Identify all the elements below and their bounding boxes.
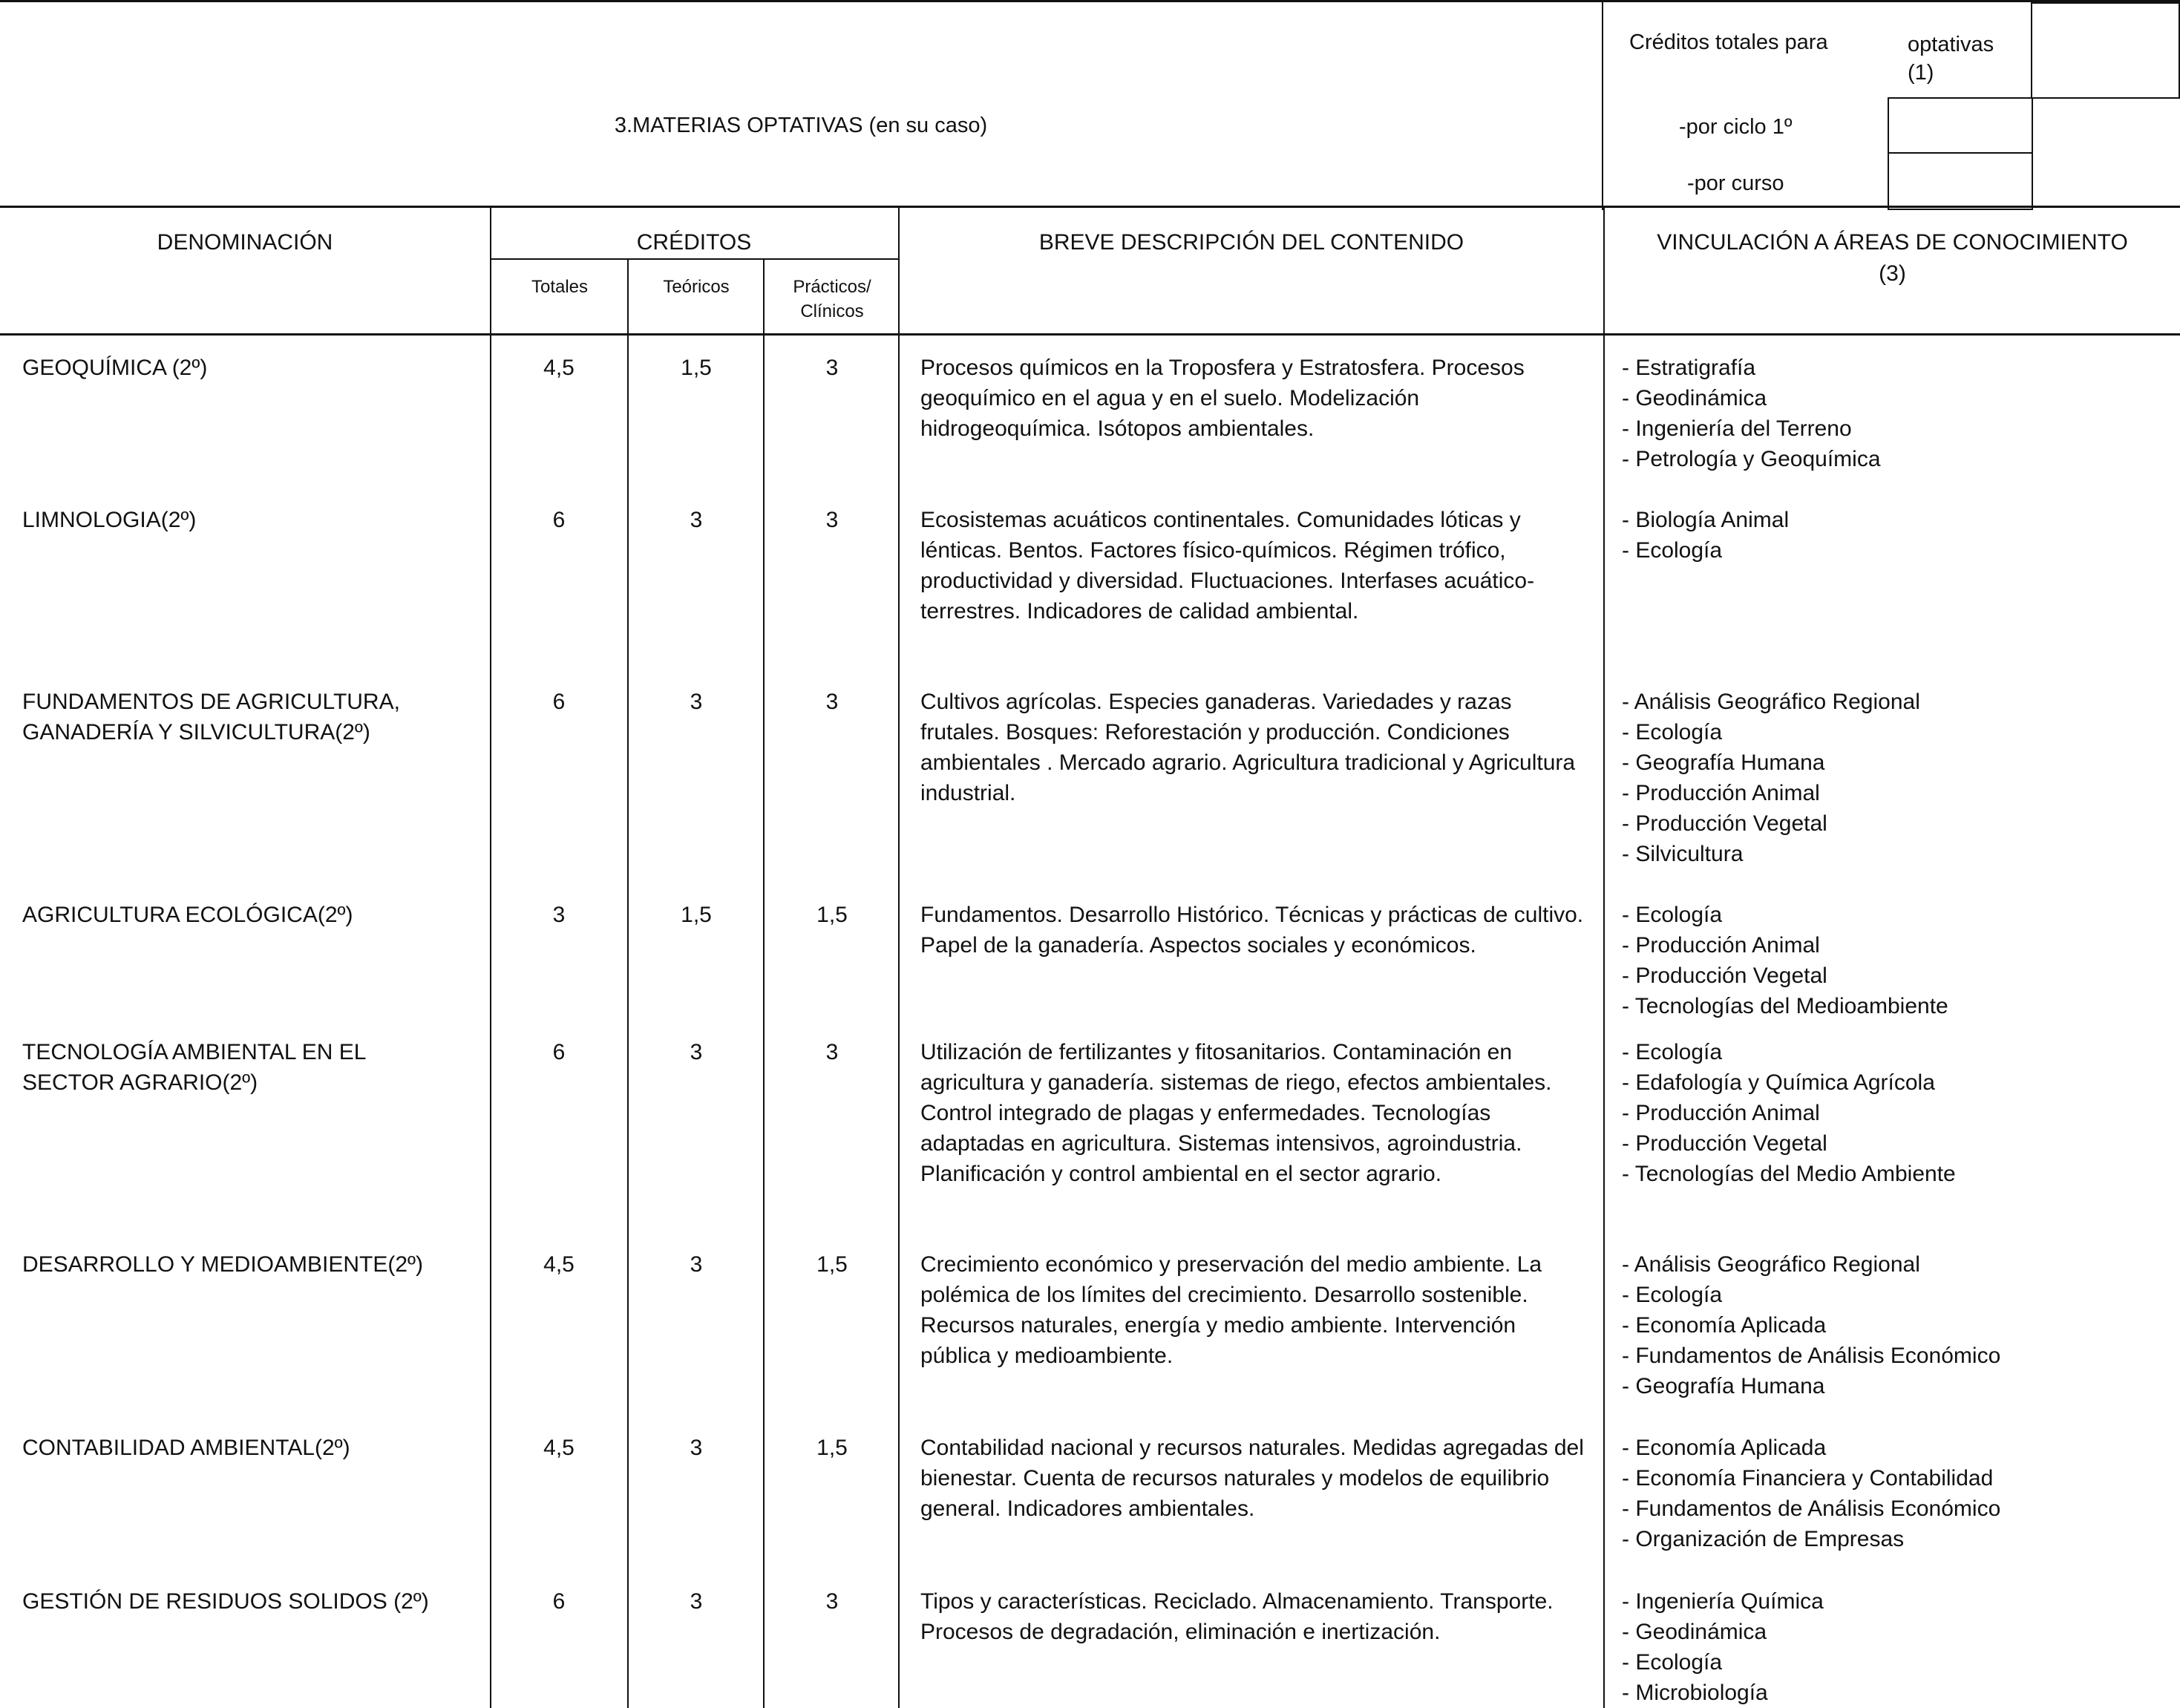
row-areas bbox=[1622, 1249, 2171, 1401]
optativas-box bbox=[2031, 2, 2180, 99]
row-totales: 4,5 bbox=[543, 1436, 575, 1460]
col-line-1 bbox=[490, 208, 491, 1708]
area-item: - Producción Vegetal bbox=[1622, 1131, 1827, 1156]
area-item: - Ecología bbox=[1622, 1283, 1723, 1307]
row-teoricos: 1,5 bbox=[681, 356, 712, 380]
row-name-line: GESTIÓN DE RESIDUOS SOLIDOS (2º) bbox=[22, 1589, 429, 1614]
area-item: - Geodinámica bbox=[1622, 1620, 1767, 1644]
row-description: Ecosistemas acuáticos continentales. Comunidades lóticas y lénticas. Bentos. Factores físico-químicos. Régimen trófico, productividad y diversidad. Fluctuaciones. Interfases acuático-terrestres. Indicadores de calidad ambiental. bbox=[920, 508, 1535, 624]
row-description: Contabilidad nacional y recursos naturales. Medidas agregadas del bienestar. Cuenta de recursos naturales y modelos de equilibrio general. Indicadores ambientales. bbox=[920, 1436, 1584, 1521]
row-teoricos: 3 bbox=[690, 508, 703, 532]
area-item: - Petrología y Geoquímica bbox=[1622, 447, 1881, 471]
area-item: - Ecología bbox=[1622, 903, 1723, 927]
row-practicos: 1,5 bbox=[816, 903, 848, 927]
col-practicos-2: Clínicos bbox=[800, 301, 864, 321]
row-name-line: DESARROLLO Y MEDIOAMBIENTE(2º) bbox=[22, 1252, 423, 1277]
area-item: - Geografía Humana bbox=[1622, 1374, 1825, 1398]
row-name-line: TECNOLOGÍA AMBIENTAL EN EL bbox=[22, 1040, 367, 1064]
area-item: - Producción Animal bbox=[1622, 933, 1820, 958]
row-practicos: 3 bbox=[825, 1040, 839, 1064]
area-item: - Economía Aplicada bbox=[1622, 1313, 1827, 1338]
table-header bbox=[0, 208, 2180, 336]
row-teoricos: 1,5 bbox=[681, 903, 712, 927]
row-description: Tipos y características. Reciclado. Almacenamiento. Transporte. Procesos de degradación, eliminación e inertización. bbox=[920, 1589, 1554, 1644]
area-item: - Producción Animal bbox=[1622, 1101, 1820, 1125]
optativas-text: optativas bbox=[1908, 33, 1994, 56]
optativas-label bbox=[1908, 30, 1994, 87]
ciclo-box bbox=[1888, 97, 2033, 154]
row-areas bbox=[1622, 505, 2171, 566]
area-item: - Fundamentos de Análisis Económico bbox=[1622, 1496, 2001, 1521]
por-ciclo-label: -por ciclo 1º bbox=[1679, 115, 1793, 139]
area-item: - Producción Vegetal bbox=[1622, 811, 1827, 836]
area-item: - Biología Animal bbox=[1622, 508, 1790, 532]
area-item: - Organización de Empresas bbox=[1622, 1527, 1905, 1551]
row-totales: 4,5 bbox=[543, 1252, 575, 1277]
area-item: - Estratigrafía bbox=[1622, 356, 1756, 380]
col-line-4 bbox=[898, 208, 900, 1708]
row-practicos: 1,5 bbox=[816, 1252, 848, 1277]
area-item: - Ecología bbox=[1622, 1040, 1723, 1064]
row-totales: 6 bbox=[552, 1040, 566, 1064]
row-description: Procesos químicos en la Troposfera y Estratosfera. Procesos geoquímico en el agua y en el suelo. Modelización hidrogeoquímica. Isótopos ambientales. bbox=[920, 356, 1525, 441]
col-vinculacion: VINCULACIÓN A ÁREAS DE CONOCIMIENTO bbox=[1657, 230, 2128, 255]
row-areas bbox=[1622, 1433, 2171, 1554]
area-item: - Economía Financiera y Contabilidad bbox=[1622, 1466, 1994, 1491]
row-name-line: AGRICULTURA ECOLÓGICA(2º) bbox=[22, 903, 353, 927]
area-item: - Silvicultura bbox=[1622, 842, 1744, 866]
row-teoricos: 3 bbox=[690, 1589, 703, 1614]
row-totales: 6 bbox=[552, 690, 566, 714]
area-item: - Tecnologías del Medio Ambiente bbox=[1622, 1162, 1956, 1186]
row-areas bbox=[1622, 900, 2171, 1021]
area-item: - Ecología bbox=[1622, 1650, 1723, 1675]
area-item: - Geodinámica bbox=[1622, 386, 1767, 410]
row-name bbox=[22, 353, 482, 383]
area-item: - Producción Vegetal bbox=[1622, 963, 1827, 988]
row-name-line: GANADERÍA Y SILVICULTURA(2º) bbox=[22, 720, 370, 745]
row-name bbox=[22, 1249, 482, 1280]
row-teoricos: 3 bbox=[690, 690, 703, 714]
row-areas bbox=[1622, 687, 2171, 869]
row-name-line: SECTOR AGRARIO(2º) bbox=[22, 1070, 258, 1095]
area-item: - Geografía Humana bbox=[1622, 750, 1825, 775]
area-item: - Ingeniería Química bbox=[1622, 1589, 1824, 1614]
area-item: - Análisis Geográfico Regional bbox=[1622, 690, 1920, 714]
section-title: 3.MATERIAS OPTATIVAS (en su caso) bbox=[614, 114, 988, 137]
col-practicos-1: Prácticos/ bbox=[793, 277, 871, 297]
row-teoricos: 3 bbox=[690, 1040, 703, 1064]
row-totales: 3 bbox=[552, 903, 566, 927]
row-name bbox=[22, 1586, 482, 1617]
row-name bbox=[22, 687, 482, 747]
row-name-line: GEOQUÍMICA (2º) bbox=[22, 356, 208, 380]
row-name-line: FUNDAMENTOS DE AGRICULTURA, bbox=[22, 690, 400, 714]
area-item: - Ecología bbox=[1622, 720, 1723, 745]
row-practicos: 3 bbox=[825, 508, 839, 532]
row-totales: 6 bbox=[552, 508, 566, 532]
area-item: - Microbiología bbox=[1622, 1681, 1768, 1705]
col-totales: Totales bbox=[531, 277, 589, 297]
curso-box bbox=[1888, 152, 2033, 210]
col-descripcion: BREVE DESCRIPCIÓN DEL CONTENIDO bbox=[1038, 230, 1464, 255]
row-description: Fundamentos. Desarrollo Histórico. Técnicas y prácticas de cultivo. Papel de la ganadería. Aspectos sociales y económicos. bbox=[920, 903, 1584, 958]
row-description: Crecimiento económico y preservación del medio ambiente. La polémica de los límites del crecimiento. Desarrollo sostenible. Recursos naturales, energía y medio ambiente. Intervención pública y medioambiente. bbox=[920, 1252, 1542, 1368]
row-name bbox=[22, 1037, 482, 1098]
row-name-line: LIMNOLOGIA(2º) bbox=[22, 508, 197, 532]
row-areas bbox=[1622, 353, 2171, 474]
col-creditos: CRÉDITOS bbox=[636, 230, 752, 255]
col-line-2 bbox=[627, 258, 629, 1708]
row-practicos: 3 bbox=[825, 1589, 839, 1614]
col-teoricos: Teóricos bbox=[663, 277, 730, 297]
optativas-note: (1) bbox=[1908, 61, 1934, 85]
por-curso-label: -por curso bbox=[1687, 171, 1784, 195]
row-practicos: 3 bbox=[825, 356, 839, 380]
area-item: - Ingeniería del Terreno bbox=[1622, 416, 1852, 441]
row-name-line: CONTABILIDAD AMBIENTAL(2º) bbox=[22, 1436, 350, 1460]
creditos-subline bbox=[490, 258, 900, 260]
area-item: - Economía Aplicada bbox=[1622, 1436, 1827, 1460]
area-item: - Análisis Geográfico Regional bbox=[1622, 1252, 1920, 1277]
area-item: - Tecnologías del Medioambiente bbox=[1622, 994, 1948, 1018]
row-description: Cultivos agrícolas. Especies ganaderas. Variedades y razas frutales. Bosques: Reforestación y producción. Condiciones ambientales . Mercado agrario. Agricultura tradicional y Agricultura industrial. bbox=[920, 690, 1576, 805]
row-areas bbox=[1622, 1037, 2171, 1189]
divider bbox=[1602, 2, 1603, 210]
creditos-totales-label: Créditos totales para bbox=[1629, 30, 1828, 54]
row-name bbox=[22, 900, 482, 930]
col-denominacion: DENOMINACIÓN bbox=[157, 230, 333, 255]
row-name bbox=[22, 1433, 482, 1463]
header-block bbox=[0, 0, 2180, 208]
row-description: Utilización de fertilizantes y fitosanitarios. Contaminación en agricultura y ganadería. sistemas de riego, efectos ambientales. Control integrado de plagas y enfermedades. Tecnologías adaptadas en agricultura. Sistemas intensivos, agroindustria. Planificación y control ambiental en el sector agrario. bbox=[920, 1040, 1552, 1186]
row-totales: 4,5 bbox=[543, 356, 575, 380]
row-name bbox=[22, 505, 482, 535]
row-practicos: 3 bbox=[825, 690, 839, 714]
row-totales: 6 bbox=[552, 1589, 566, 1614]
area-item: - Edafología y Química Agrícola bbox=[1622, 1070, 1935, 1095]
col-practicos bbox=[765, 275, 900, 324]
area-item: - Fundamentos de Análisis Económico bbox=[1622, 1344, 2001, 1368]
area-item: - Producción Animal bbox=[1622, 781, 1820, 805]
row-teoricos: 3 bbox=[690, 1436, 703, 1460]
row-areas bbox=[1622, 1586, 2171, 1708]
row-teoricos: 3 bbox=[690, 1252, 703, 1277]
col-line-5 bbox=[1603, 208, 1605, 1708]
col-line-3 bbox=[763, 258, 765, 1708]
col-vinculacion-note: (3) bbox=[1879, 261, 1906, 286]
area-item: - Ecología bbox=[1622, 538, 1723, 563]
row-practicos: 1,5 bbox=[816, 1436, 848, 1460]
